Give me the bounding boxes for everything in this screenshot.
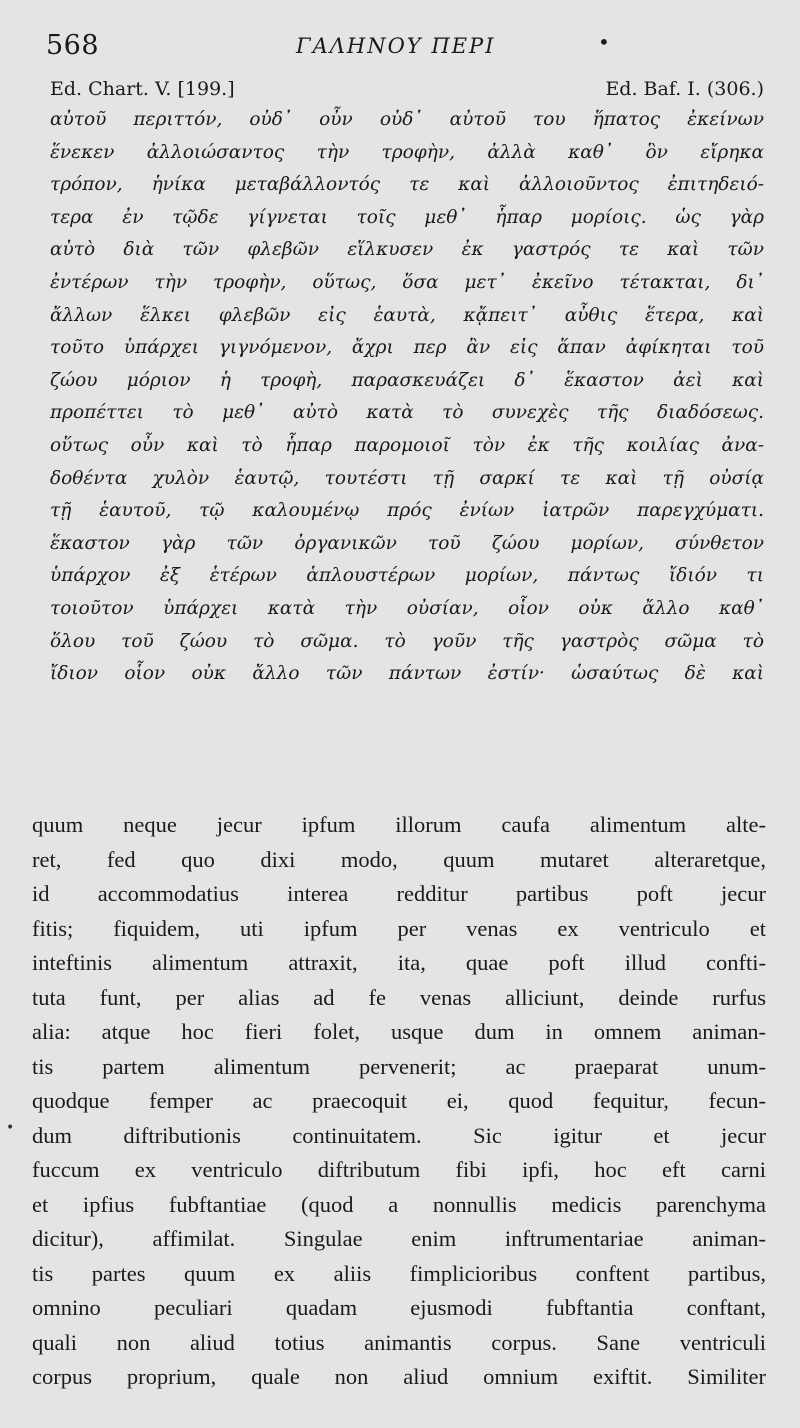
- greek-line: τερα ἐν τῷδε γίγνεται τοῖς μεθ᾽ ἧπαρ μορίοις. ὡς γὰρ: [50, 206, 764, 228]
- latin-line: tis partes quum ex aliis fimplicioribus conftent partibus,: [32, 1260, 766, 1286]
- latin-line: et ipfius fubftantiae (quod a nonnullis medicis parenchyma: [32, 1191, 766, 1217]
- greek-line: ὑπάρχον ἐξ ἑτέρων ἁπλουστέρων μορίων, πάντως ἴδιόν τι: [50, 565, 764, 587]
- greek-line: αὐτὸ διὰ τῶν φλεβῶν εἵλκυσεν ἐκ γαστρός τε καὶ τῶν: [50, 239, 764, 261]
- latin-line: dicitur), affimilat. Singulae enim inftrumentariae animan-: [32, 1226, 766, 1251]
- latin-line: tuta funt, per alias ad fe venas alliciunt, deinde rurfus: [32, 984, 766, 1010]
- edition-basel-ref: Ed. Baf. I. (306.): [605, 78, 764, 100]
- latin-line: fitis; fiquidem, uti ipfum per venas ex ventriculo et: [32, 915, 766, 941]
- greek-line: ἐντέρων τὴν τροφὴν, οὕτως, ὅσα μετ᾽ ἐκεῖνο τέτακται, δι᾽: [50, 271, 764, 293]
- edition-chartier-ref: Ed. Chart. V. [199.]: [50, 78, 235, 100]
- latin-text-block: [32, 808, 766, 1395]
- greek-line: τῇ ἑαυτοῦ, τῷ καλουμένῳ πρός ἐνίων ἰατρῶν παρεγχύματι.: [50, 500, 764, 522]
- latin-line: ret, fed quo dixi modo, quum mutaret alteraretque,: [32, 846, 766, 872]
- latin-line: fuccum ex ventriculo diftributum fibi ipfi, hoc eft carni: [32, 1157, 766, 1182]
- greek-line: τοιοῦτον ὑπάρχει κατὰ τὴν οὐσίαν, οἷον οὐκ ἄλλο καθ᾽: [50, 597, 764, 619]
- edition-reference-line: [50, 78, 764, 104]
- greek-line: ἕνεκεν ἀλλοιώσαντος τὴν τροφὴν, ἀλλὰ καθ᾽ ὃν εἴρηκα: [50, 141, 764, 163]
- greek-text-block: [50, 104, 764, 691]
- latin-line: alia: atque hoc fieri folet, usque dum in omnem animan-: [32, 1019, 766, 1044]
- latin-line: inteftinis alimentum attraxit, ita, quae poft illud confti-: [32, 950, 766, 975]
- latin-line: tis partem alimentum pervenerit; ac praeparat unum-: [32, 1053, 766, 1079]
- latin-line: corpus proprium, quale non aliud omnium exiftit. Similiter: [32, 1364, 766, 1389]
- greek-line: οὕτως οὖν καὶ τὸ ἧπαρ παρομοιοῖ τὸν ἐκ τῆς κοιλίας ἀνα-: [50, 434, 764, 456]
- margin-mark: •: [6, 1120, 15, 1136]
- latin-line: omnino peculiari quadam ejusmodi fubftantia conftant,: [32, 1295, 766, 1320]
- latin-line: quodque femper ac praecoquit ei, quod fequitur, fecun-: [32, 1088, 766, 1113]
- greek-line: δοθέντα χυλὸν ἑαυτῷ, τουτέστι τῇ σαρκί τε καὶ τῇ οὐσίᾳ: [50, 467, 764, 489]
- head-ornament: •: [598, 30, 610, 54]
- latin-line: quali non aliud totius animantis corpus. Sane ventriculi: [32, 1329, 766, 1355]
- latin-line: quum neque jecur ipfum illorum caufa alimentum alte-: [32, 812, 766, 837]
- greek-line: ἄλλων ἕλκει φλεβῶν εἰς ἑαυτὰ, κᾄπειτ᾽ αὖθις ἕτερα, καὶ: [50, 304, 764, 326]
- greek-line: αὐτοῦ περιττόν, οὐδ᾽ οὖν οὐδ᾽ αὐτοῦ του ἥπατος ἐκείνων: [50, 109, 764, 130]
- greek-line: ζώου μόριον ἡ τροφὴ, παρασκευάζει δ᾽ ἕκαστον ἀεὶ καὶ: [50, 369, 764, 391]
- greek-line: ἴδιον οἷον οὐκ ἄλλο τῶν πάντων ἐστίν· ὡσαύτως δὲ καὶ: [50, 663, 764, 685]
- greek-line: τοῦτο ὑπάρχει γιγνόμενον, ἄχρι περ ἂν εἰς ἅπαν ἀφίκηται τοῦ: [50, 337, 764, 359]
- latin-line: dum diftributionis continuitatem. Sic igitur et jecur: [32, 1122, 766, 1148]
- latin-line: id accommodatius interea redditur partibus poft jecur: [32, 881, 766, 906]
- running-head: [46, 26, 760, 66]
- greek-line: προπέττει τὸ μεθ᾽ αὐτὸ κατὰ τὸ συνεχὲς τῆς διαδόσεως.: [50, 402, 764, 424]
- running-title: ΓΑΛΗΝΟΥ ΠΕΡΙ: [296, 34, 496, 58]
- page-number: 568: [46, 30, 100, 61]
- greek-line: ὅλου τοῦ ζώου τὸ σῶμα. τὸ γοῦν τῆς γαστρὸς σῶμα τὸ: [50, 630, 764, 652]
- greek-line: ἕκαστον γὰρ τῶν ὀργανικῶν τοῦ ζώου μορίων, σύνθετον: [50, 532, 764, 554]
- greek-line: τρόπον, ἡνίκα μεταβάλλοντός τε καὶ ἀλλοιοῦντος ἐπιτηδειό-: [50, 174, 764, 196]
